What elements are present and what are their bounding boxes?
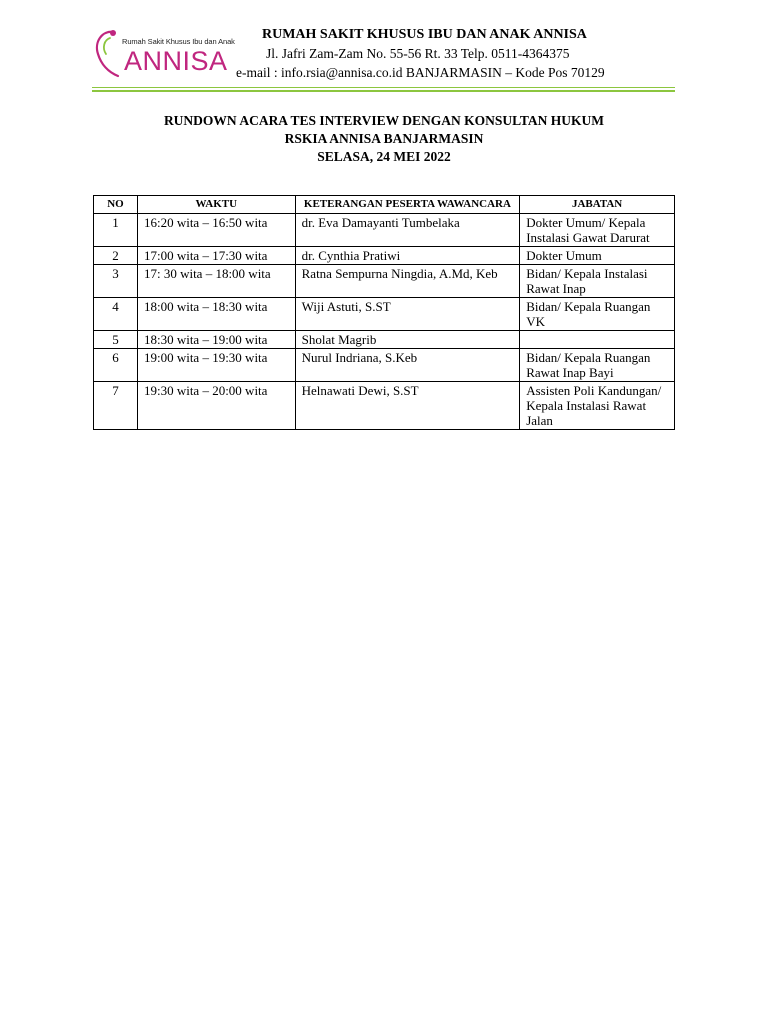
cell-jabatan <box>520 331 675 349</box>
title-line-1: RUNDOWN ACARA TES INTERVIEW DENGAN KONSULTAN HUKUM <box>163 113 605 128</box>
rundown-table <box>93 195 675 430</box>
cell-jabatan: Bidan/ Kepala Instalasi Rawat Inap <box>520 265 675 298</box>
cell-waktu: 16:20 wita – 16:50 wita <box>137 214 295 247</box>
cell-jabatan: Bidan/ Kepala Ruangan VK <box>520 298 675 331</box>
table-row <box>94 331 675 349</box>
table-body <box>94 214 675 430</box>
table-row <box>94 247 675 265</box>
table-header-row <box>94 196 675 214</box>
cell-waktu: 17:00 wita – 17:30 wita <box>137 247 295 265</box>
cell-waktu: 19:00 wita – 19:30 wita <box>137 349 295 382</box>
logo-wordmark: ANNISA <box>124 46 228 76</box>
org-address: Jl. Jafri Zam-Zam No. 55-56 Rt. 33 Telp. 0511-4364375 <box>266 46 570 61</box>
cell-keterangan: dr. Cynthia Pratiwi <box>295 247 520 265</box>
table-row <box>94 265 675 298</box>
cell-no: 3 <box>94 265 138 298</box>
header-divider-thick <box>92 90 675 92</box>
cell-waktu: 19:30 wita – 20:00 wita <box>137 382 295 430</box>
cell-keterangan: Sholat Magrib <box>295 331 520 349</box>
table-row <box>94 349 675 382</box>
table-row <box>94 382 675 430</box>
cell-keterangan: dr. Eva Damayanti Tumbelaka <box>295 214 520 247</box>
cell-keterangan: Ratna Sempurna Ningdia, A.Md, Keb <box>295 265 520 298</box>
cell-jabatan: Bidan/ Kepala Ruangan Rawat Inap Bayi <box>520 349 675 382</box>
cell-no: 6 <box>94 349 138 382</box>
cell-waktu: 17: 30 wita – 18:00 wita <box>137 265 295 298</box>
document-title-block <box>0 112 768 166</box>
org-email-line: e-mail : info.rsia@annisa.co.id BANJARMASIN – Kode Pos 70129 <box>236 65 605 80</box>
header-waktu: WAKTU <box>137 196 295 214</box>
cell-no: 7 <box>94 382 138 430</box>
cell-jabatan: Dokter Umum <box>520 247 675 265</box>
header-no: NO <box>94 196 138 214</box>
cell-waktu: 18:30 wita – 19:00 wita <box>137 331 295 349</box>
cell-jabatan: Dokter Umum/ Kepala Instalasi Gawat Darurat <box>520 214 675 247</box>
cell-no: 1 <box>94 214 138 247</box>
title-line-2: RSKIA ANNISA BANJARMASIN <box>284 131 484 146</box>
header-keterangan: KETERANGAN PESERTA WAWANCARA <box>295 196 520 214</box>
header-divider-thin <box>92 87 675 88</box>
cell-jabatan: Assisten Poli Kandungan/ Kepala Instalasi Rawat Jalan <box>520 382 675 430</box>
cell-keterangan: Wiji Astuti, S.ST <box>295 298 520 331</box>
cell-keterangan: Nurul Indriana, S.Keb <box>295 349 520 382</box>
table-row <box>94 214 675 247</box>
table-row <box>94 298 675 331</box>
org-name: RUMAH SAKIT KHUSUS IBU DAN ANAK ANNISA <box>262 27 587 42</box>
cell-no: 4 <box>94 298 138 331</box>
hospital-logo <box>92 24 242 82</box>
header-jabatan: JABATAN <box>520 196 675 214</box>
cell-no: 5 <box>94 331 138 349</box>
cell-no: 2 <box>94 247 138 265</box>
cell-keterangan: Helnawati Dewi, S.ST <box>295 382 520 430</box>
title-line-3: SELASA, 24 MEI 2022 <box>317 149 451 164</box>
cell-waktu: 18:00 wita – 18:30 wita <box>137 298 295 331</box>
logo-tagline: Rumah Sakit Khusus Ibu dan Anak <box>122 37 235 46</box>
